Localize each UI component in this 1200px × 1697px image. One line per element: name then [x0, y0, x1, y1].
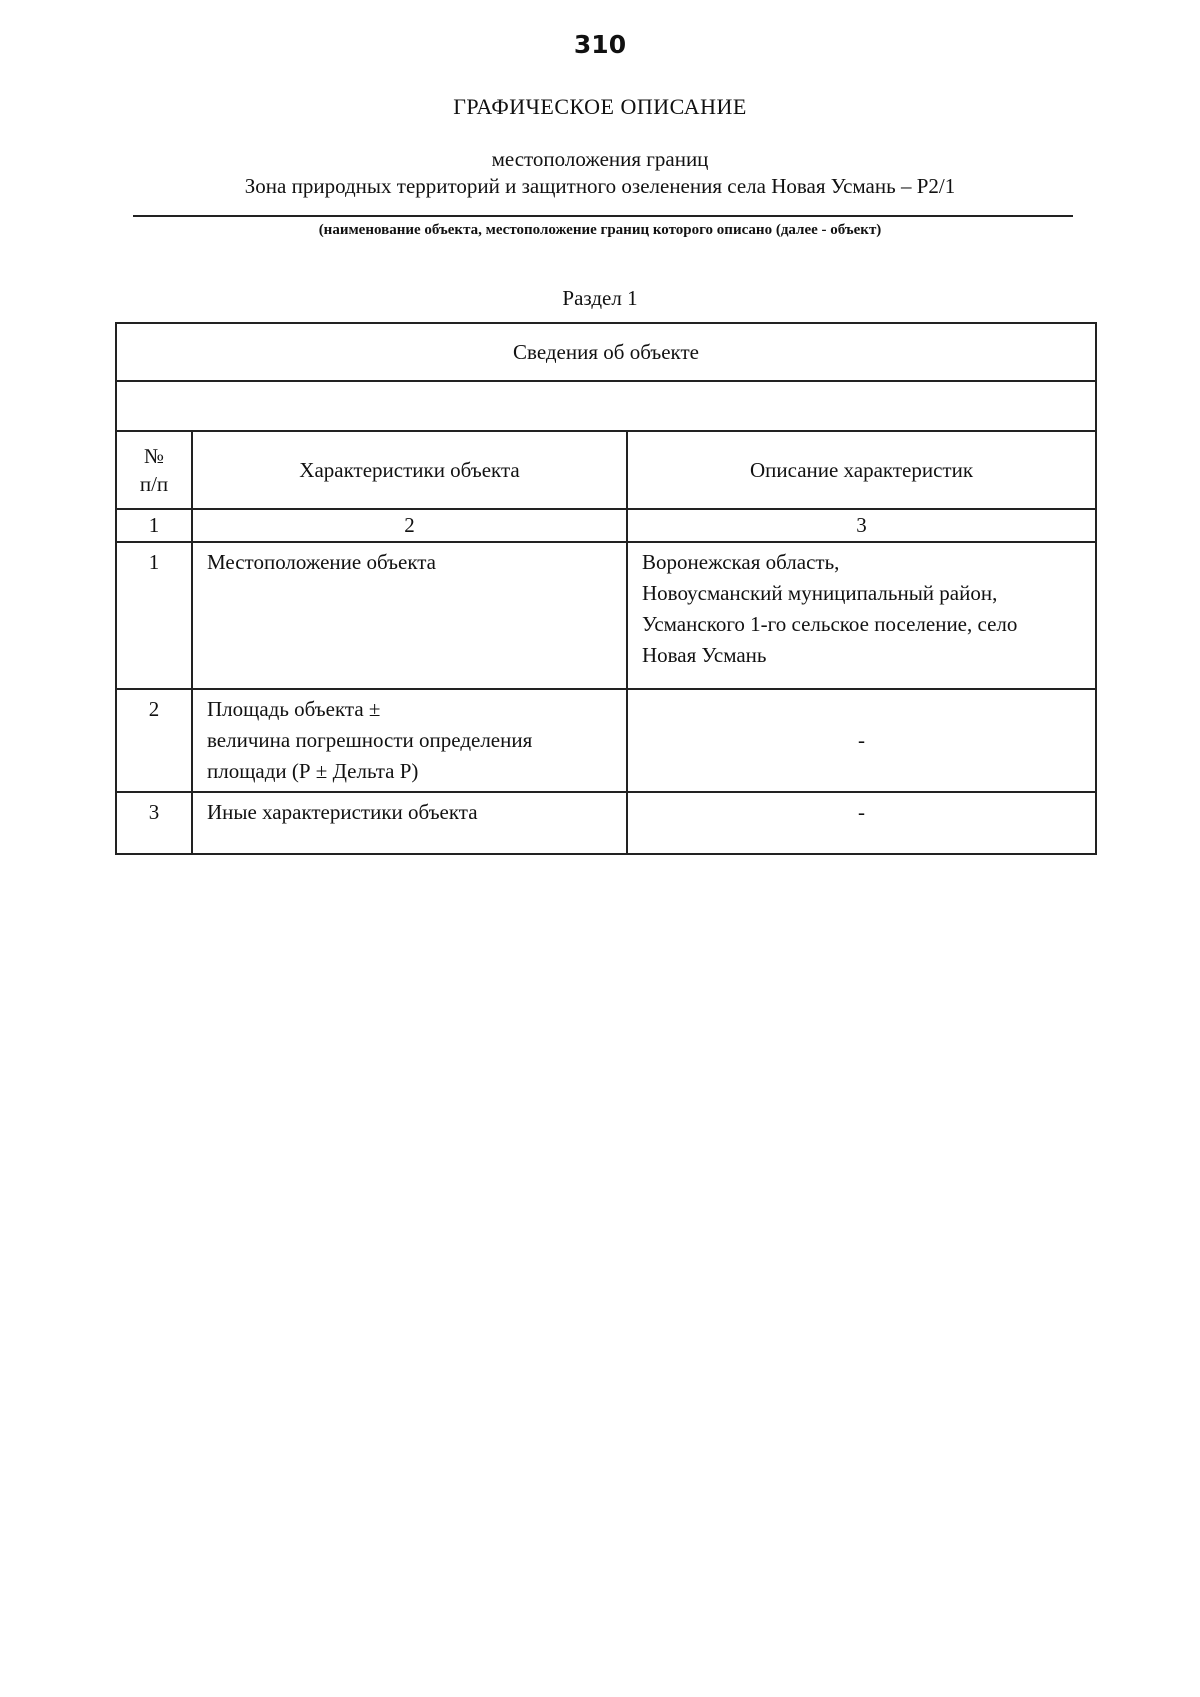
- row-characteristic: Иные характеристики объекта: [192, 792, 627, 854]
- table-header-row: [116, 431, 1096, 509]
- document-title: ГРАФИЧЕСКОЕ ОПИСАНИЕ: [453, 94, 747, 119]
- row-number: 1: [116, 542, 192, 689]
- header-description: Описание характеристик: [627, 431, 1096, 509]
- table-title-row: [116, 323, 1096, 381]
- description-line: Усманского 1-го сельское поселение, село: [642, 612, 1018, 636]
- section-title: Раздел 1: [562, 286, 638, 310]
- table-row: [116, 542, 1096, 689]
- header-characteristic: Характеристики объекта: [192, 431, 627, 509]
- table-empty-cell: [116, 381, 1096, 431]
- description-line: Воронежская область,: [642, 550, 840, 574]
- document-subtitle: местоположения границ: [491, 147, 709, 171]
- row-number: 2: [116, 689, 192, 792]
- object-name-caption: (наименование объекта, местоположение границ которого описано (далее - объект): [318, 222, 882, 238]
- object-name: Зона природных территорий и защитного озеленения села Новая Усмань – Р2/1: [244, 174, 956, 198]
- column-number-2: 2: [192, 509, 627, 542]
- row-number: 3: [116, 792, 192, 854]
- row-description: -: [627, 792, 1096, 854]
- column-number-1: 1: [116, 509, 192, 542]
- object-info-table: [115, 322, 1097, 855]
- table-row: [116, 792, 1096, 854]
- row-description: [627, 542, 1096, 689]
- table-empty-row: [116, 381, 1096, 431]
- page-number: 310: [573, 30, 627, 59]
- header-number-line2: п/п: [139, 472, 169, 496]
- row-characteristic: Местоположение объекта: [192, 542, 627, 689]
- characteristic-line: величина погрешности определения: [207, 728, 533, 752]
- column-number-3: 3: [627, 509, 1096, 542]
- header-number: [116, 431, 192, 509]
- header-number-line1: №: [143, 444, 165, 468]
- object-name-underline: [133, 215, 1073, 217]
- row-characteristic: [192, 689, 627, 792]
- row-description: -: [627, 689, 1096, 792]
- characteristic-line: площади (Р ± Дельта Р): [207, 759, 419, 783]
- table-row: [116, 689, 1096, 792]
- table-title: Сведения об объекте: [116, 323, 1096, 381]
- description-line: Новоусманский муниципальный район,: [642, 581, 998, 605]
- column-numbers-row: [116, 509, 1096, 542]
- characteristic-line: Площадь объекта ±: [207, 697, 381, 721]
- description-line: Новая Усмань: [642, 643, 767, 667]
